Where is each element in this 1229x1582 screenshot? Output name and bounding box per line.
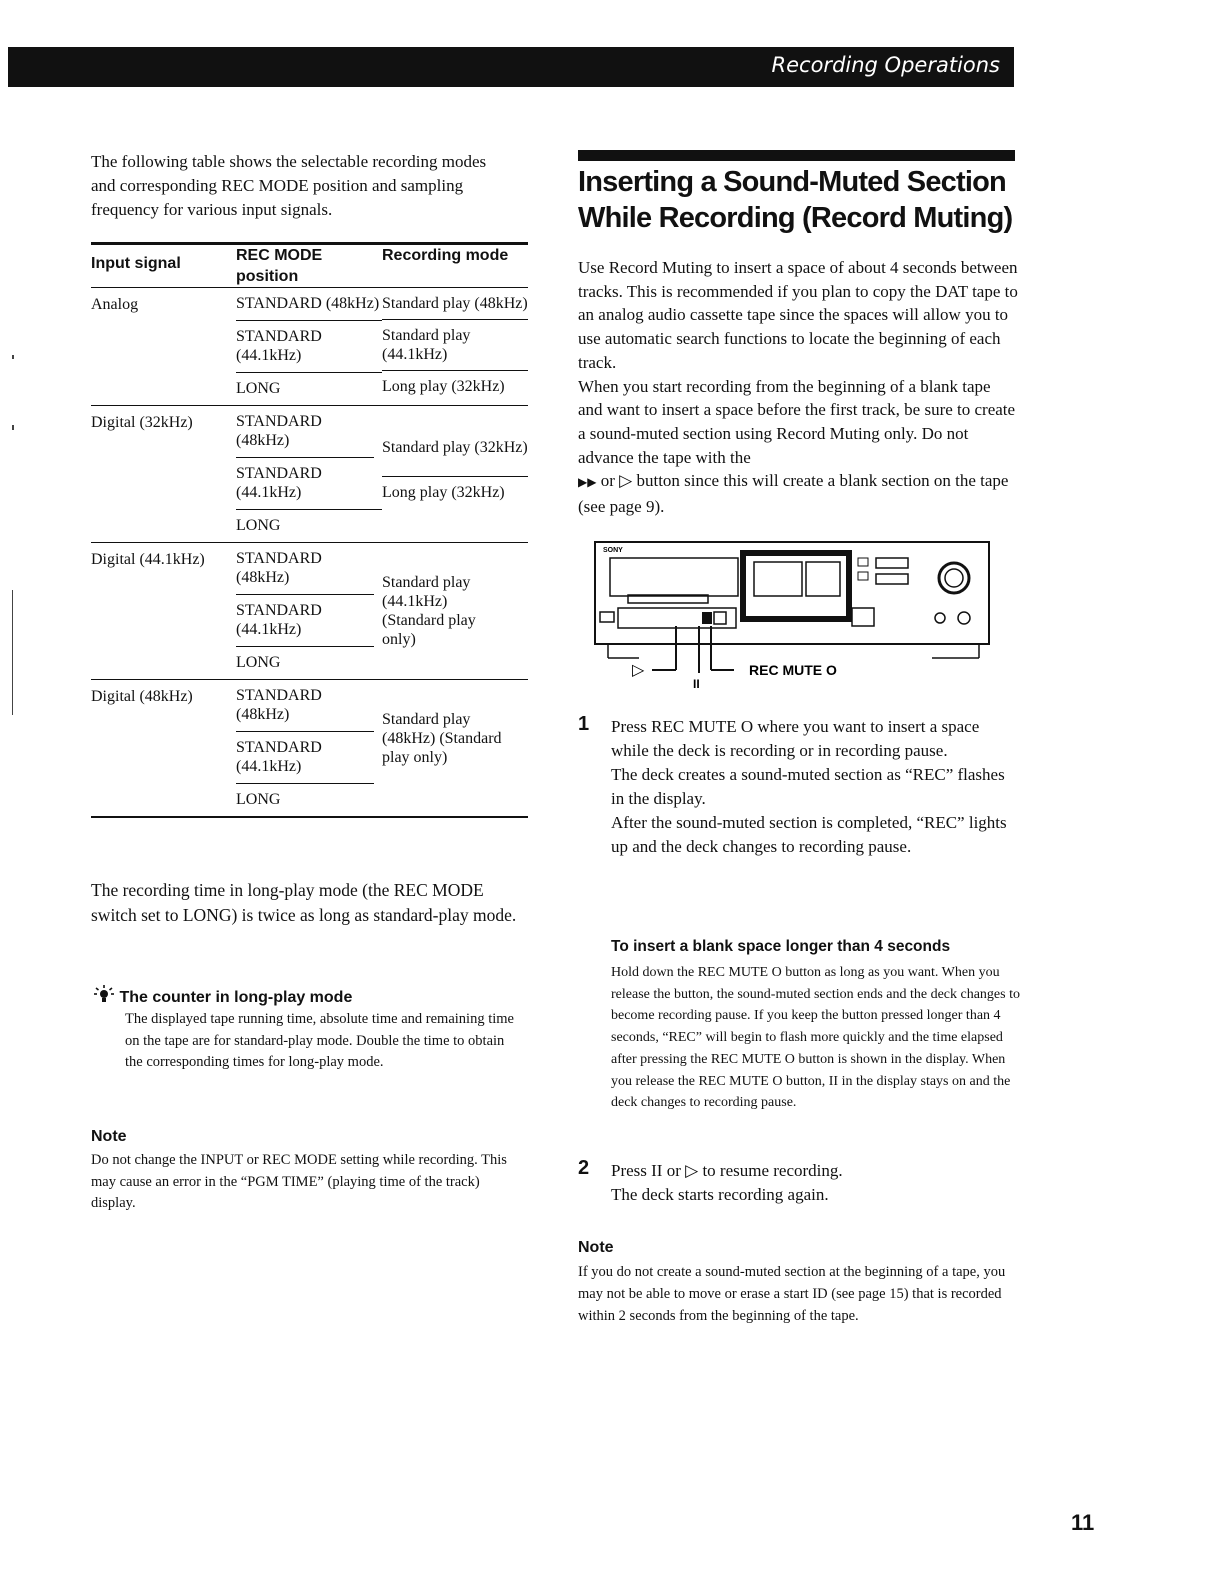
pause-button-label: II [693, 677, 700, 691]
step-result: The deck creates a sound-muted section as “REC” flashes in the display. [611, 765, 1005, 808]
volume-knob-icon [939, 563, 969, 593]
rec-mode-position-cell: STANDARD (48kHz) [236, 680, 374, 732]
recording-mode-cell: Standard play (44.1kHz) (Standard play only) [382, 574, 476, 648]
recording-mode-cell: Standard play (48kHz) [382, 288, 528, 320]
tip-body: The displayed tape running time, absolute time and remaining time on the tape are for standard-play mode. Double the time to obtain the corresponding times for long-play mode. [125, 1011, 514, 1070]
recording-mode-cell: Standard play (48kHz) (Standard play only) [382, 711, 502, 766]
header-rec-mode-position: REC MODE position [236, 244, 382, 288]
table-header-row [91, 244, 528, 288]
note-heading: Note [91, 1128, 127, 1145]
tip-title: The counter in long-play mode [119, 989, 353, 1006]
play-icon: ▷ [619, 471, 633, 491]
rec-mode-position-cell: LONG [236, 654, 281, 671]
or-text: or [600, 471, 615, 491]
rec-mode-position-cell: STANDARD (44.1kHz) [236, 458, 382, 510]
intro-text: When you start recording from the beginning of a blank tape and want to insert a space before the first track, be sure to create a sound-muted section using Record Muting only. Do not advance the tape with the [578, 376, 1016, 467]
lightbulb-icon [93, 985, 115, 1005]
scan-mark [12, 355, 14, 359]
rec-mode-position-cell: STANDARD (44.1kHz) [236, 321, 382, 373]
subsection-body: Hold down the REC MUTE O button as long as you want. When you release the button, the sound-muted section ends and the deck changes to become recording pause. If you keep the button pressed longer than 4 seconds, “REC” will begin to flash more quickly and the time elapsed after pressing the REC MUTE O button is shown in the display. When you release the REC MUTE O button, II in the display stays on and the deck changes to recording pause. [611, 965, 1020, 1111]
table-row [91, 543, 528, 680]
tip-heading [93, 985, 352, 1007]
step-instruction: Press REC MUTE O where you want to insert a space while the deck is recording or in recording pause. [611, 717, 980, 760]
step-result: The deck starts recording again. [611, 1185, 829, 1204]
fast-forward-icon: ▶▶ [578, 475, 597, 490]
long-play-paragraph: The recording time in long-play mode (the REC MODE switch set to LONG) is twice as long as standard-play mode. [91, 880, 517, 925]
record-muting-intro [578, 256, 1018, 519]
recording-mode-cell: Standard play (44.1kHz) [382, 320, 528, 371]
note-heading: Note [578, 1239, 614, 1256]
page-number: 11 [1071, 1510, 1095, 1535]
rec-mode-position-cell: STANDARD (44.1kHz) [236, 595, 374, 647]
scan-mark [12, 425, 14, 430]
input-signal-cell: Digital (48kHz) [91, 680, 236, 818]
rec-mode-position-cell: STANDARD (48kHz) [236, 288, 382, 321]
brand-logo: SONY [603, 547, 623, 554]
input-signal-cell: Digital (44.1kHz) [91, 543, 236, 680]
subsection-heading: To insert a blank space longer than 4 seconds [611, 938, 951, 955]
section-title: Recording Operations [771, 53, 1000, 77]
rec-mode-table [91, 242, 528, 818]
step-result: After the sound-muted section is completed, “REC” lights up and the deck changes to recording pause. [611, 813, 1007, 856]
table-row [91, 680, 528, 818]
deck-front-panel-diagram [594, 540, 994, 695]
rec-mode-position-cell: STANDARD (48kHz) [236, 406, 374, 458]
step-number: 1 [578, 713, 590, 735]
section-banner [8, 47, 1014, 87]
recording-mode-cell: Long play (32kHz) [382, 484, 505, 501]
intro-paragraph: The following table shows the selectable recording modes and corresponding REC MODE position and sampling frequency for various input signals. [91, 152, 487, 219]
section-heading: Inserting a Sound-Muted Section While Recording (Record Muting) [578, 166, 1013, 234]
rec-mode-position-cell: STANDARD (44.1kHz) [236, 732, 374, 784]
header-recording-mode: Recording mode [382, 244, 528, 288]
rec-mode-position-cell: LONG [236, 517, 281, 534]
display-window [610, 558, 738, 596]
play-button-label: ▷ [632, 660, 645, 679]
input-signal-cell: Analog [91, 288, 236, 406]
note-body: If you do not create a sound-muted section at the beginning of a tape, you may not be able to move or erase a start ID (see page 15) that is recorded within 2 seconds from the beginning of the tape. [578, 1264, 1006, 1324]
rec-mute-label: REC MUTE O [749, 662, 837, 678]
rec-mode-position-cell: STANDARD (48kHz) [236, 543, 374, 595]
header-input-signal: Input signal [91, 244, 236, 288]
table-row [91, 288, 528, 406]
table-row [91, 406, 528, 543]
rec-mode-position-cell: LONG [236, 791, 281, 808]
step-instruction: Press II or ▷ to resume recording. [611, 1161, 843, 1180]
note-body: Do not change the INPUT or REC MODE setting while recording. This may cause an error in the “PGM TIME” (playing time of the track) display. [91, 1152, 507, 1211]
input-signal-cell: Digital (32kHz) [91, 406, 236, 543]
heading-rule [578, 150, 1015, 161]
scan-mark [12, 590, 13, 715]
recording-mode-cell: Long play (32kHz) [382, 378, 505, 395]
recording-mode-cell: Standard play (32kHz) [382, 406, 528, 477]
intro-text: button since this will create a blank section on the tape (see page 9). [578, 471, 1009, 517]
step-number: 2 [578, 1157, 590, 1179]
intro-text: Use Record Muting to insert a space of about 4 seconds between tracks. This is recommended if you plan to copy the DAT tape to an analog audio cassette tape since the spaces will allow you to use automatic search functions to locate the beginning of each track. [578, 258, 1018, 372]
rec-mode-position-cell: LONG [236, 380, 281, 397]
